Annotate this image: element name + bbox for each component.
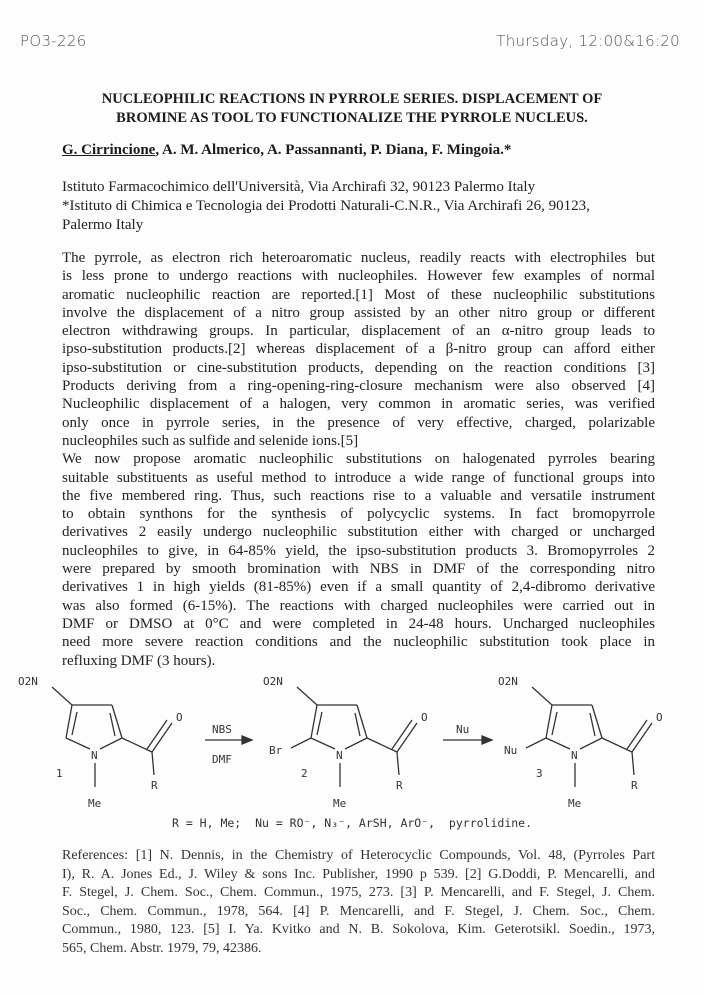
nucleophile-label: Nu	[456, 723, 470, 736]
arrow-head	[242, 736, 252, 744]
body-line: suitable substituents as useful method to introduce a wide range of functional groups into	[62, 469, 655, 486]
acyl-bond	[602, 738, 632, 752]
bond	[100, 738, 122, 749]
body-line: derivatives 2 easily undergo nucleophilic substitution either with charged or uncharged	[62, 524, 655, 541]
compound-number: 2	[301, 767, 308, 780]
body-line: The pyrrole, as electron rich heteroaromatic nucleus, readily reacts with electrophiles but	[62, 250, 655, 266]
reference-line: 565, Chem. Abstr. 1979, 79, 42386.	[62, 940, 262, 956]
oxygen-label: O	[656, 711, 663, 724]
body-line: Nucleophilic displacement of a halogen, very common in aromatic series, was verified	[62, 396, 655, 413]
r-bond	[632, 752, 634, 775]
nitro-bond	[52, 687, 72, 705]
r-bond	[397, 752, 399, 775]
body-line: were prepared by smooth bromination with NBS in DMF of the corresponding nitro	[62, 561, 655, 578]
methyl-label: Me	[88, 797, 102, 810]
affiliation-line: *Istituto di Chimica e Tecnologia dei Prodotti Naturali-C.N.R., Via Archirafi 26, 90123,	[62, 198, 590, 214]
nitro-bond	[297, 687, 317, 705]
affiliations	[62, 178, 590, 235]
bond	[546, 738, 570, 749]
abstract-body	[62, 249, 655, 670]
compound-number: 3	[536, 767, 543, 780]
body-line: to obtain synthons for the synthesis of polycyclic systems. In fact bromopyrrole	[62, 506, 655, 523]
substituent-bond	[291, 738, 311, 748]
reference-line: Commun., 1980, 123. [5] I. Ya. Kvitko and N. B. Sokolova, Kim. Geterotsikl. Soedin., 1973,	[62, 922, 655, 938]
co-authors: , A. M. Almerico, A. Passannanti, P. Diana, F. Mingoia.*	[155, 142, 512, 158]
compound-number: 1	[56, 767, 63, 780]
bond	[345, 738, 367, 749]
reaction-scheme	[0, 665, 704, 815]
reagent-label: NBS	[212, 723, 232, 736]
body-line: need more severe reaction conditions and the nucleophilic substitution took place in	[62, 634, 655, 651]
body-line: the five membered ring. Thus, such reactions rise to a valuable and versatile instrument	[62, 487, 655, 504]
session-time: Thursday, 12:00&16:20	[496, 32, 680, 50]
bond	[112, 705, 122, 738]
nitro-bond	[532, 687, 552, 705]
nitro-label: O2N	[263, 675, 283, 688]
nitro-label: O2N	[18, 675, 38, 688]
body-line: derivatives 1 in high yields (81-85%) even if a small quantity of 2,4-dibromo derivative	[62, 579, 655, 596]
solvent-label: DMF	[212, 753, 232, 766]
double-bond	[317, 712, 322, 735]
body-line: DMF or DMSO at 0°C and were completed in 24-48 hours. Uncharged nucleophiles	[62, 615, 655, 632]
substituent-bond	[526, 738, 546, 748]
presenting-author: G. Cirrincione	[62, 142, 156, 158]
body-line: ipso-substitution or cine-substitution products, depending on the reaction conditions [3]	[62, 359, 655, 376]
reference-line: Soc., Chem. Commun., 1978, 564. [4] P. Mencarelli, and F. Stegel, J. Chem. Soc., Chem.	[62, 903, 655, 919]
double-bond	[355, 713, 360, 736]
oxygen-label: O	[421, 711, 428, 724]
scheme-legend: R = H, Me; Nu = RO⁻, N₃⁻, ArSH, ArO⁻, pyrrolidine.	[171, 816, 533, 830]
affiliation-line: Palermo Italy	[62, 217, 144, 233]
oxygen-label: O	[176, 711, 183, 724]
bond	[357, 705, 367, 738]
bond	[592, 705, 602, 738]
nitrogen-label: N	[91, 749, 98, 762]
bond	[311, 705, 317, 738]
title-line: BROMINE AS TOOL TO FUNCTIONALIZE THE PYRROLE NUCLEUS.	[116, 110, 588, 126]
title-line: NUCLEOPHILIC REACTIONS IN PYRROLE SERIES. DISPLACEMENT OF	[101, 91, 603, 107]
methyl-label: Me	[333, 797, 347, 810]
body-line: only once in pyrrole series, in the presence of very effective, charged, polarizable	[62, 414, 655, 431]
paper-title	[0, 90, 704, 128]
nitrogen-label: N	[571, 749, 578, 762]
double-bond	[590, 713, 595, 736]
nitro-label: O2N	[498, 675, 518, 688]
body-line: We now propose aromatic nucleophilic substitutions on halogenated pyrroles bearing	[62, 451, 655, 468]
reference-line: I), R. A. Jones Ed., J. Wiley & sons Inc. Publisher, 1990 p 539. [2] G.Doddi, P. Mencarelli, and	[62, 866, 655, 882]
affiliation-line: Istituto Farmacochimico dell'Università, Via Archirafi 32, 90123 Palermo Italy	[62, 179, 536, 195]
r-label: R	[631, 779, 638, 792]
authors	[62, 142, 511, 159]
double-bond	[110, 713, 115, 736]
poster-code: PO3-226	[20, 32, 87, 50]
reference-line: References: [1] N. Dennis, in the Chemistry of Heterocyclic Compounds, Vol. 48, (Pyrroles Part	[62, 848, 655, 863]
body-line: Products deriving from a ring-opening-ring-closure mechanism were also observed [4]	[62, 378, 655, 395]
body-line: is less prone to undergo reactions with nucleophiles. However few examples of normal	[62, 268, 655, 285]
body-line: was also formed (6-15%). The reactions with charged nucleophiles were carried out in	[62, 597, 655, 614]
br-label: Br	[269, 744, 283, 757]
acyl-bond	[367, 738, 397, 752]
bond	[546, 705, 552, 738]
bond	[66, 738, 90, 749]
double-bond	[552, 712, 557, 735]
reference-line: F. Stegel, J. Chem. Soc., Chem. Commun., 1975, 273. [3] P. Mencarelli, and F. Stegel, J. Chem.	[62, 885, 655, 901]
nu-label: Nu	[504, 744, 518, 757]
references	[62, 847, 655, 959]
body-line: refluxing DMF (3 hours).	[62, 652, 216, 669]
bond	[311, 738, 335, 749]
body-line: aromatic nucleophilic reaction are reported.[1] Most of these nucleophilic substitutions	[62, 286, 655, 303]
bond	[580, 738, 602, 749]
nitrogen-label: N	[336, 749, 343, 762]
methyl-label: Me	[568, 797, 582, 810]
body-line: nucleophiles to give, in 64-85% yield, the ipso-substitution products 3. Bromopyrroles 2	[62, 542, 655, 559]
body-line: nucleophiles such as sulfide and selenide ions.[5]	[62, 432, 359, 449]
arrow-head	[482, 736, 492, 744]
bond	[66, 705, 72, 738]
r-label: R	[151, 779, 158, 792]
body-line: electron withdrawing groups. In particular, displacement of an α-nitro group leads to	[62, 323, 655, 340]
acyl-bond	[122, 738, 152, 752]
r-bond	[152, 752, 154, 775]
double-bond	[72, 712, 77, 735]
r-label: R	[396, 779, 403, 792]
body-line: ipso-substitution products.[2] whereas displacement of a β-nitro group can afford either	[62, 341, 655, 358]
body-line: involve the displacement of a nitro group assisted by an other nitro group or different	[62, 304, 655, 321]
